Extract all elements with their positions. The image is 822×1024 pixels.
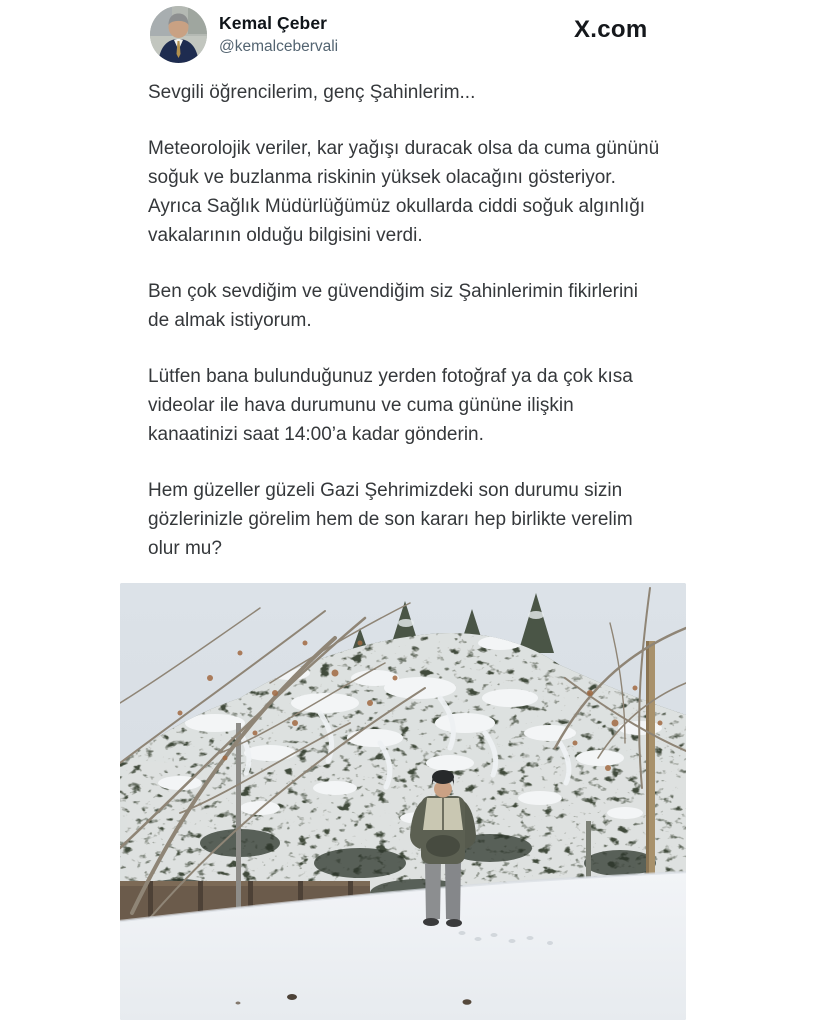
tweet-paragraph: Lütfen bana bulunduğunuz yerden fotoğraf ya da çok kısa videolar ile hava durumunu ve cuma gününe ilişkin kanaatinizi saat 14:00’a kadar gönderin. [148,366,633,445]
tweet-photo[interactable] [120,583,686,1020]
x-com-watermark: X.com [574,16,648,43]
tweet-paragraph: Meteorolojik veriler, kar yağışı duracak olsa da cuma gününü soğuk ve buzlanma riskinin yüksek olacağını gösteriyor. Ayrıca Sağlık Müdürlüğümüz okullarda ciddi soğuk algınlığı vakalarının olduğu bilgisini verdi. [148,138,660,246]
leaf-on-snow [463,999,472,1005]
author-handle[interactable]: @kemalcebervali [219,38,339,55]
author-block [219,13,338,56]
tweet-body [148,78,662,563]
tweet-paragraph: Sevgili öğrencilerim, genç Şahinlerim... [148,82,476,103]
leaf-on-snow [287,994,297,1000]
tweet-paragraph: Hem güzeller güzeli Gazi Şehrimizdeki son durumu sizin gözlerinizle görelim hem de son kararı hep birlikte verelim olur mu? [148,480,633,559]
snow-scene-image [120,583,686,1020]
tweet-paragraph: Ben çok sevdiğim ve güvendiğim siz Şahinlerimin fikirlerini de almak istiyorum. [148,281,638,331]
avatar[interactable] [150,6,207,63]
author-name[interactable]: Kemal Çeber [219,13,328,33]
avatar-image [150,6,207,63]
leaf-on-snow [236,1002,241,1005]
